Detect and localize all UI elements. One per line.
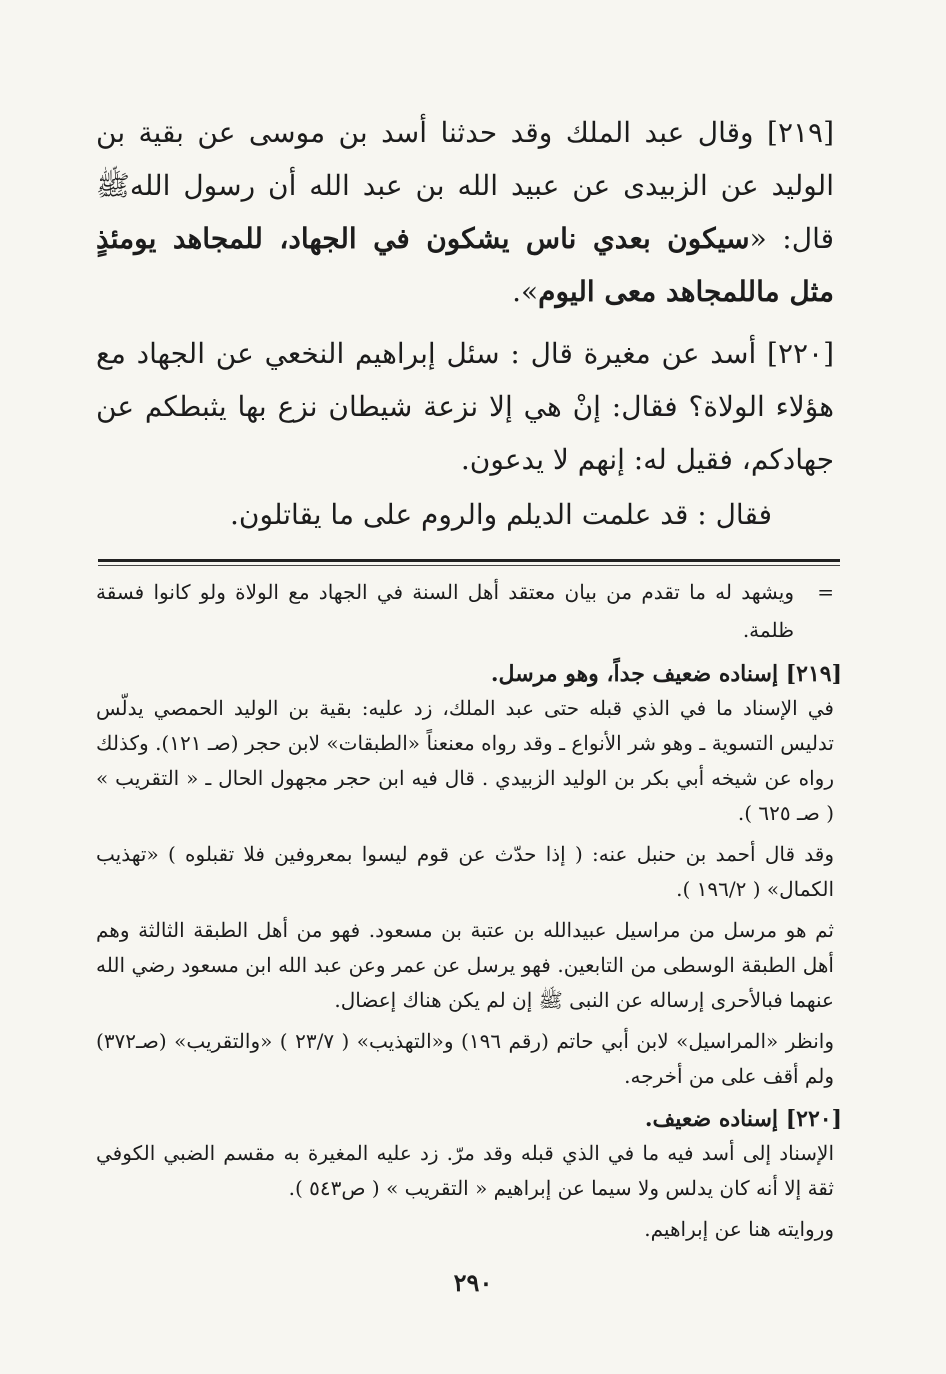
- footnote-220-paragraph-1: الإسناد إلى أسد فيه ما في الذي قبله وقد مرّ. زد عليه المغيرة به مقسم الضبي الكوفي ثقة إلا أنه كان يدلس ولا سيما عن إبراهيم « التقريب » ( ص٥٤٣ ).: [96, 1141, 834, 1200]
- paragraph-219-closing: ».: [512, 275, 539, 308]
- footnote-continuation: [96, 573, 834, 649]
- separator-thick-line: [98, 559, 840, 562]
- footnote-219-paragraph-3: ثم هو مرسل من مراسيل عبيدالله بن عتبة بن مسعود. فهو من أهل الطبقة الثالثة وهم أهل الطبقة الوسطى من التابعين. فهو يرسل عن عمر وعن عبد الله ابن مسعود رضي الله عنهما فبالأحرى إرساله عن النبى ﷺ إن لم يكن هناك إعضال.: [96, 918, 834, 1012]
- footnote-220-paragraph-2: وروايته هنا عن إبراهيم.: [644, 1217, 834, 1241]
- paragraph-220-final-line: فقال : قد علمت الديلم والروم على ما يقاتلون.: [230, 498, 772, 531]
- paragraph-219: [96, 106, 834, 318]
- footnotes: [96, 573, 842, 1247]
- footnote-219-paragraph-4: وانظر «المراسيل» لابن أبي حاتم (رقم ١٩٦) و«التهذيب» ( ٢٣/٧ ) «والتقريب» (صـ٣٧٢) ولم أقف على من أخرجه.: [96, 1029, 834, 1088]
- page-number: ٢٩٠: [453, 1268, 493, 1297]
- footnote-219-paragraph-2: وقد قال أحمد بن حنبل عنه: ( إذا حدّث عن قوم ليسوا بمعروفين فلا تقبلوه ) «تهذيب الكمال» ( ١٩٦/٢ ).: [96, 842, 834, 901]
- footnote-separator: [98, 559, 840, 566]
- separator-thin-line: [98, 565, 840, 566]
- main-text: [96, 106, 834, 541]
- continuation-text: ويشهد له ما تقدم من بيان معتقد أهل السنة في الجهاد مع الولاة ولو كانوا فسقة ظلمة.: [96, 580, 794, 642]
- paragraph-220: [٢٢٠] أسد عن مغيرة قال : سئل إبراهيم النخعي عن الجهاد مع هؤلاء الولاة؟ فقال: إنْ هي إلا نزعة شيطان نزع بها يثبطكم عن جهادكم، فقيل له: إنهم لا يدعون.: [96, 337, 834, 476]
- footnote-heading-220: [٢٢٠] إسناده ضعيف.: [644, 1106, 842, 1132]
- paragraph-219-text: [٢١٩] وقال عبد الملك وقد حدثنا أسد بن موسى عن بقية بن الوليد عن الزبيدى عن عبيد الله بن عبد الله أن رسول اللهﷺ قال: «: [96, 116, 834, 255]
- footnote-heading-219: [٢١٩] إسناده ضعيف جداً، وهو مرسل.: [490, 661, 842, 687]
- continuation-mark: =: [817, 580, 834, 604]
- footnote-219-paragraph-1: في الإسناد ما في الذي قبله حتى عبد الملك، زد عليه: بقية بن الوليد الحمصي يدلّس تدليس التسوية ـ وهو شر الأنواع ـ وقد رواه معنعناً «الطبقات» لابن حجر (صـ ١٢١). وكذلك رواه عن شيخه أبي بكر بن الوليد الزبيدي . قال فيه ابن حجر مجهول الحال ـ « التقريب » ( صـ ٦٢٥ ).: [96, 696, 834, 825]
- hadith-quote: سيكون بعدي ناس يشكون في الجهاد، للمجاهد يومئذٍ مثل ماللمجاهد معى اليوم: [96, 222, 834, 308]
